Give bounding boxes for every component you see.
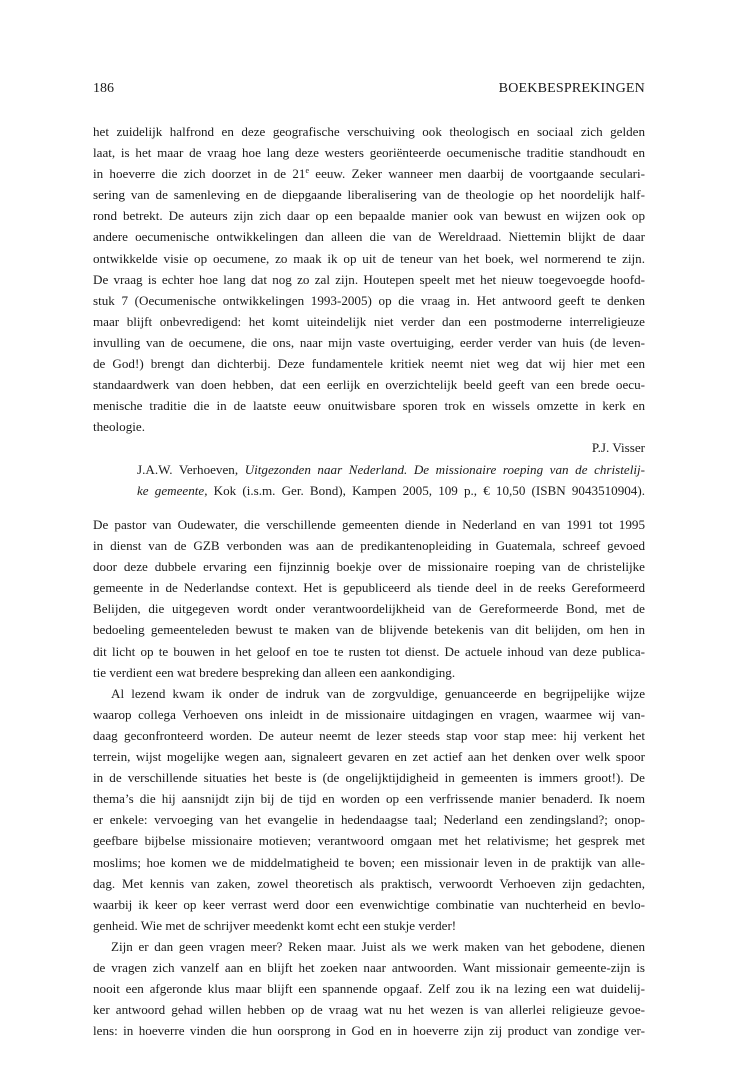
text-line: bedoeling gemeenteleden bewust te maken van de blijvende betekenis van dit belijden, om hen in (93, 622, 645, 638)
reviewer-signature: P.J. Visser (591, 440, 645, 456)
text-line: laat, is het maar de vraag hoe lang deze westers georiënteerde oecumenische traditie standhoudt en (93, 145, 645, 161)
text-line: stuk 7 (Oecumenische ontwikkelingen 1993-2005) op die vraag in. Het antwoord geeft te denken (93, 292, 645, 308)
text-line: er enkele: vervoeging van het evangelie in hedendaagse taal; Nederland een zendingsland?; onop- (93, 812, 645, 828)
text-line: tie verdient een wat bredere bespreking dan alleen een aankondiging. (93, 664, 456, 680)
text-line: nooit een afgeronde klus maar blijft een spannende opgaaf. Zelf zou ik na lezing een wat duidelij- (93, 981, 645, 997)
text-line: waarbij ik keer op keer verrast werd door een evenwichtige combinatie van nuchterheid en bevlo- (93, 896, 645, 912)
text-line: daag geconfronteerd worden. De auteur neemt de lezer steeds stap voor stap mee: hij verkent het (93, 727, 645, 743)
text-line: ker antwoord gehad willen hebben op de vraag wat nu het wezen is van allerlei religieuze gevoe- (93, 1002, 645, 1018)
text-line: dit licht op te bouwen in het geloof en toe te rusten tot dienst. De actuele inhoud van deze publica- (93, 643, 645, 659)
text-line: gemeente in de Nederlandse context. Het is gepubliceerd als tiende deel in de reeks Gereformeerd (93, 580, 645, 596)
text-line: De vraag is echter hoe lang dat nog zo zal zijn. Houtepen speelt met het nieuw toegevoegde hoofd- (93, 271, 645, 287)
text-line: Al lezend kwam ik onder de indruk van de zorgvuldige, genuanceerde en begrijpelijke wijze (111, 685, 645, 701)
text-line: maar blijft onbevredigend: het komt uiteindelijk niet verder dan een postmoderne interreligieuze (93, 313, 645, 329)
page-number: 186 (93, 81, 114, 96)
text-line: Zijn er dan geen vragen meer? Reken maar. Juist als we werk maken van het gebodene, dienen (111, 938, 645, 954)
text-line: andere oecumenische ontwikkelingen dan alleen die van de Wereldraad. Niettemin blijkt de daar (93, 229, 645, 245)
review-2-text (93, 514, 645, 1041)
text-line: dag. Met kennis van zaken, zowel theoretisch als praktisch, verwoordt Verhoeven zijn gedachten, (93, 875, 645, 891)
text-line: standaardwerk van doen hebben, dat een eerlijk en overzichtelijk beeld geeft van een brede oecu- (93, 377, 645, 393)
text-line: theologie. (93, 419, 145, 435)
text-line: menische traditie die in de laatste eeuw onuitwisbare sporen trok en wissels omzette in kerk en (93, 398, 645, 414)
paragraph (93, 683, 645, 936)
text-line: genheid. Wie met de schrijver meedenkt komt echt een stukje verder! (93, 917, 457, 933)
text-line: thema’s die hij aansnijdt zijn bij de tijd en worden op een verfrissende manier benaderd. Ik noem (93, 791, 645, 807)
text-line: de God!) brengt dan dichterbij. Deze fundamentele kritiek neemt niet weg dat wij hier met een (93, 356, 645, 372)
text-line: in dienst van de GZB verbonden was aan de predikantenopleiding in Guatemala, schreef gevoed (93, 538, 645, 554)
text-line: lens: in hoeverre vinden die hun oorsprong in God en in hoeverre zijn zij product van zondige ver- (93, 1023, 645, 1039)
ordinal-superscript: e (305, 166, 310, 176)
reference-line (137, 459, 645, 480)
book-reference (137, 459, 645, 501)
review-1-text (93, 121, 645, 459)
text-line: sering van de samenleving en de diepgaande liberalisering van de theologie op het noordelijk half- (93, 187, 645, 203)
reference-line (137, 480, 645, 501)
paragraph (93, 514, 645, 683)
text-line: invulling van de oecumene, die ons, naar mijn vaste overtuiging, eerder verder van huis (de leven- (93, 334, 645, 350)
text-line: De pastor van Oudewater, die verschillende gemeenten diende in Nederland en van 1991 tot 1995 (93, 517, 645, 532)
text-line: waarop collega Verhoeven ons inleidt in de missionaire uitdagingen en vragen, waarmee wij van- (93, 706, 645, 722)
text-line: in hoeverre die zich doorzet in de 21e eeuw. Zeker wanneer men daarbij de voortgaande seculari- (93, 166, 645, 182)
paragraph (93, 936, 645, 1041)
reference-title: Uitgezonden naar Nederland. De missionaire roeping van de christelij- (244, 462, 645, 477)
text-line: moslims; hoe komen we de middelmatigheid te boven; een missionair leven in de praktijk van alle- (93, 854, 645, 870)
text-line: geefbare bijbelse missionaire motieven; verantwoord omgaan met het relativisme; het gesprek met (93, 833, 645, 849)
text-line: terrein, wijst mogelijke wegen aan, signaleert gevaren en zet actief aan het denken over welk spoor (93, 749, 645, 765)
text-line: Belijden, die uitgegeven wordt onder verantwoordelijkheid van de Gereformeerde Bond, met de (93, 601, 645, 617)
text-line: ontwikkelde visie op oecumene, zo maak ik op uit de teneur van het boek, wel normerend te zijn. (93, 250, 645, 266)
text-line: de vragen zich vanzelf aan en blijft het zoeken naar antwoorden. Want missionair gemeente-zijn is (93, 959, 645, 975)
text-line: het zuidelijk halfrond en deze geografische verschuiving ook theologisch en sociaal zich gelden (93, 124, 645, 139)
running-title: BOEKBESPREKINGEN (498, 81, 645, 96)
reference-publisher: Kok (i.s.m. Ger. Bond), Kampen 2005, 109 p., € 10,50 (ISBN 9043510904). (207, 483, 645, 499)
text-line: rond betrekt. De auteurs zijn zich daar op een bepaalde manier ook van bewust en wijzen ook op (93, 208, 645, 224)
text-line: door deze dubbele ervaring een fijnzinnig boekje over de missionaire roeping van de christelijke (93, 559, 645, 575)
reference-author: J.A.W. Verhoeven, (137, 462, 245, 477)
reference-title-cont: ke gemeente, (137, 483, 208, 499)
text-line: in de verschillende situaties het beste is (de ongelijktijdigheid in gemeenten is immers groot!). De (93, 770, 645, 786)
